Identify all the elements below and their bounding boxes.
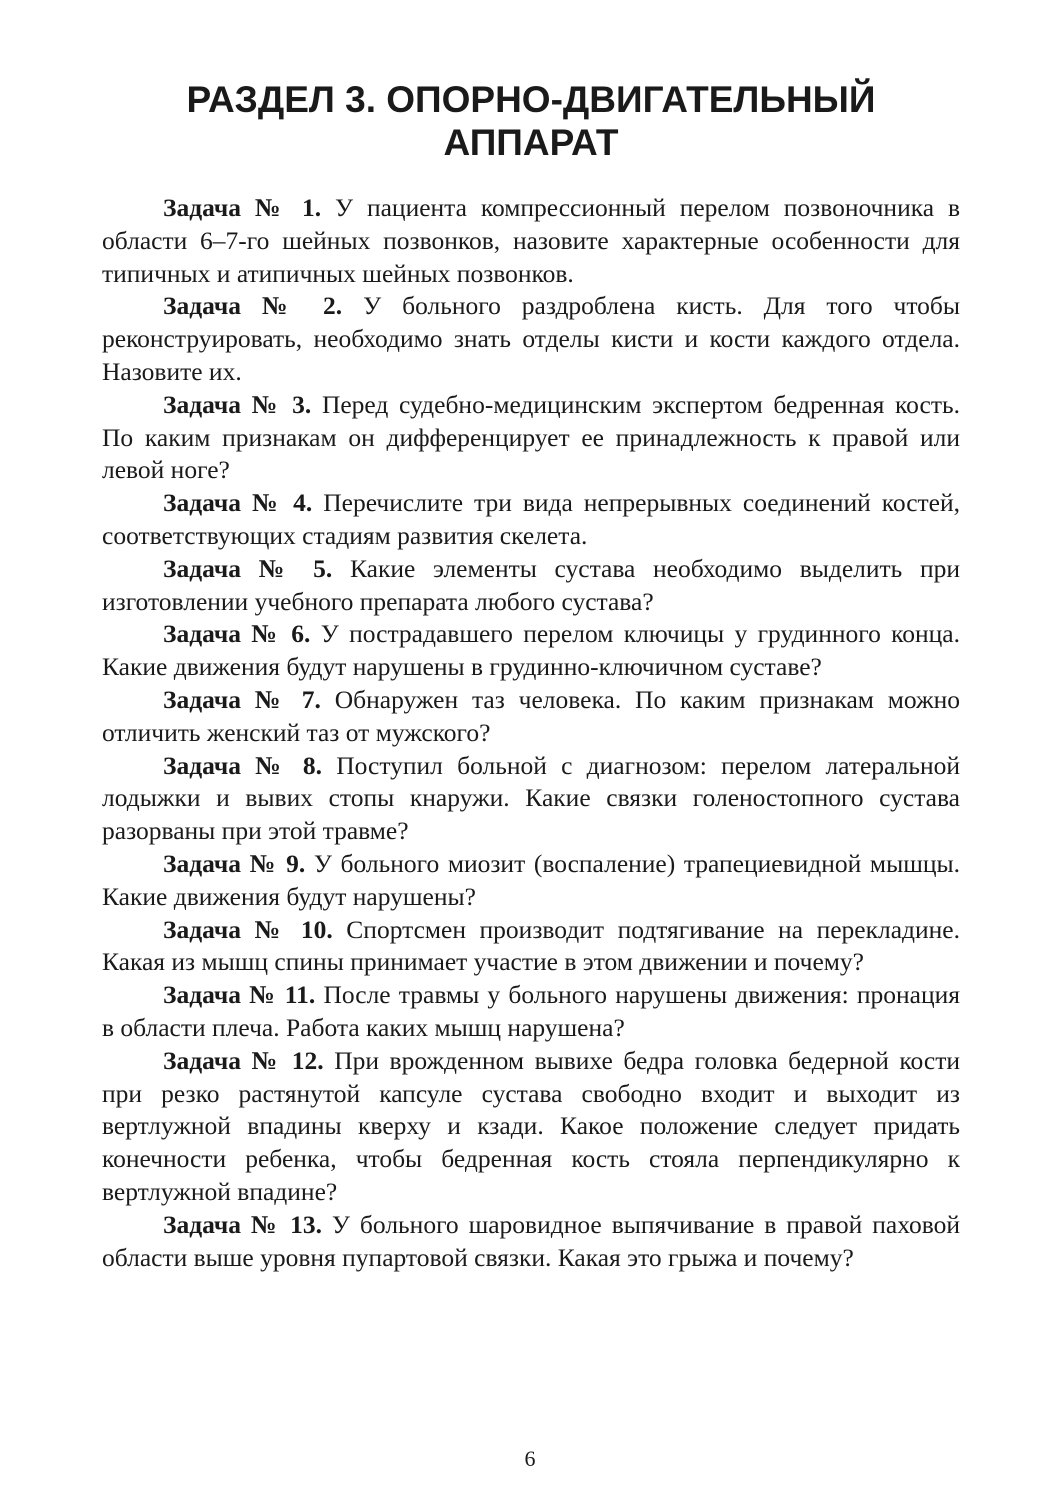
task-text: После травмы у больного нарушены движения: пронация в области плеча. Работа каких мышц нарушена?: [102, 980, 960, 1042]
task-1: [102, 192, 960, 290]
task-text: При врожденном вывихе бедра головка бедерной кости при резко растянутой капсуле сустава свободно входит и выходит из вертлужной впадины кверху и кзади. Какое положение следует придать конечности ребенка, чтобы бедренная кость стояла перпендикулярно к вертлужной впадине?: [102, 1045, 960, 1206]
task-label: Задача № 12.: [163, 1045, 324, 1075]
task-label: Задача № 3.: [163, 389, 312, 419]
page-number: 6: [524, 1446, 536, 1471]
task-label: Задача № 9.: [163, 848, 306, 878]
task-label: Задача № 7.: [163, 684, 321, 714]
page-content: [102, 78, 960, 1274]
section-title-line-2: АППАРАТ: [443, 122, 619, 163]
task-label: Задача № 13.: [163, 1209, 322, 1239]
task-label: Задача № 4.: [163, 488, 313, 518]
section-title-line-1: РАЗДЕЛ 3. ОПОРНО-ДВИГАТЕЛЬНЫЙ: [186, 79, 876, 120]
task-6: [102, 618, 960, 684]
task-text: Перечислите три вида непрерывных соединений костей, соответствующих стадиям развития скелета.: [102, 488, 961, 550]
task-text: Поступил больной с диагнозом: перелом латеральной лодыжки и вывих стопы кнаружи. Какие связки голеностопного сустава разорваны при этой травме?: [102, 750, 960, 846]
task-4: [102, 487, 960, 553]
section-title: [102, 78, 960, 164]
task-label: Задача № 5.: [163, 553, 333, 583]
task-13: [102, 1209, 960, 1275]
task-3: [102, 389, 960, 487]
task-10: [102, 914, 960, 980]
task-11: [102, 979, 960, 1045]
task-list: [102, 192, 960, 1274]
task-label: Задача № 8.: [163, 750, 322, 780]
task-label: Задача № 10.: [163, 914, 333, 944]
task-2: [102, 290, 960, 388]
task-text: Обнаружен таз человека. По каким признакам можно отличить женский таз от мужского?: [102, 684, 961, 747]
task-text: У пациента компрессионный перелом позвоночника в области 6–7-го шейных позвонков, назовите характерные особенности для типичных и атипичных шейных позвонков.: [102, 193, 960, 288]
task-text: Спортсмен производит подтягивание на перекладине. Какая из мышц спины принимает участие в этом движении и почему?: [102, 914, 960, 977]
task-9: [102, 848, 960, 914]
task-text: У больного шаровидное выпячивание в правой паховой области выше уровня пупартовой связки. Какая это грыжа и почему?: [102, 1209, 960, 1272]
task-label: Задача № 6.: [163, 619, 311, 649]
task-text: У больного раздроблена кисть. Для того чтобы реконструировать, необходимо знать отделы кисти и кости каждого отдела. Назовите их.: [102, 291, 960, 386]
task-7: [102, 684, 960, 750]
task-5: [102, 553, 960, 619]
task-12: [102, 1045, 960, 1209]
task-8: [102, 750, 960, 848]
task-label: Задача № 1.: [163, 193, 322, 222]
task-text: У пострадавшего перелом ключицы у грудинного конца. Какие движения будут нарушены в грудинно-ключичном суставе?: [102, 619, 960, 682]
task-label: Задача № 11.: [163, 980, 316, 1010]
task-label: Задача № 2.: [163, 291, 343, 321]
task-text: Какие элементы сустава необходимо выделить при изготовлении учебного препарата любого сустава?: [102, 553, 960, 616]
task-text: Перед судебно-медицинским экспертом бедренная кость. По каким признакам он дифференцирует ее принадлежность к правой или левой ноге?: [102, 389, 960, 485]
task-text: У больного миозит (воспаление) трапециевидной мышцы. Какие движения будут нарушены?: [102, 848, 960, 911]
